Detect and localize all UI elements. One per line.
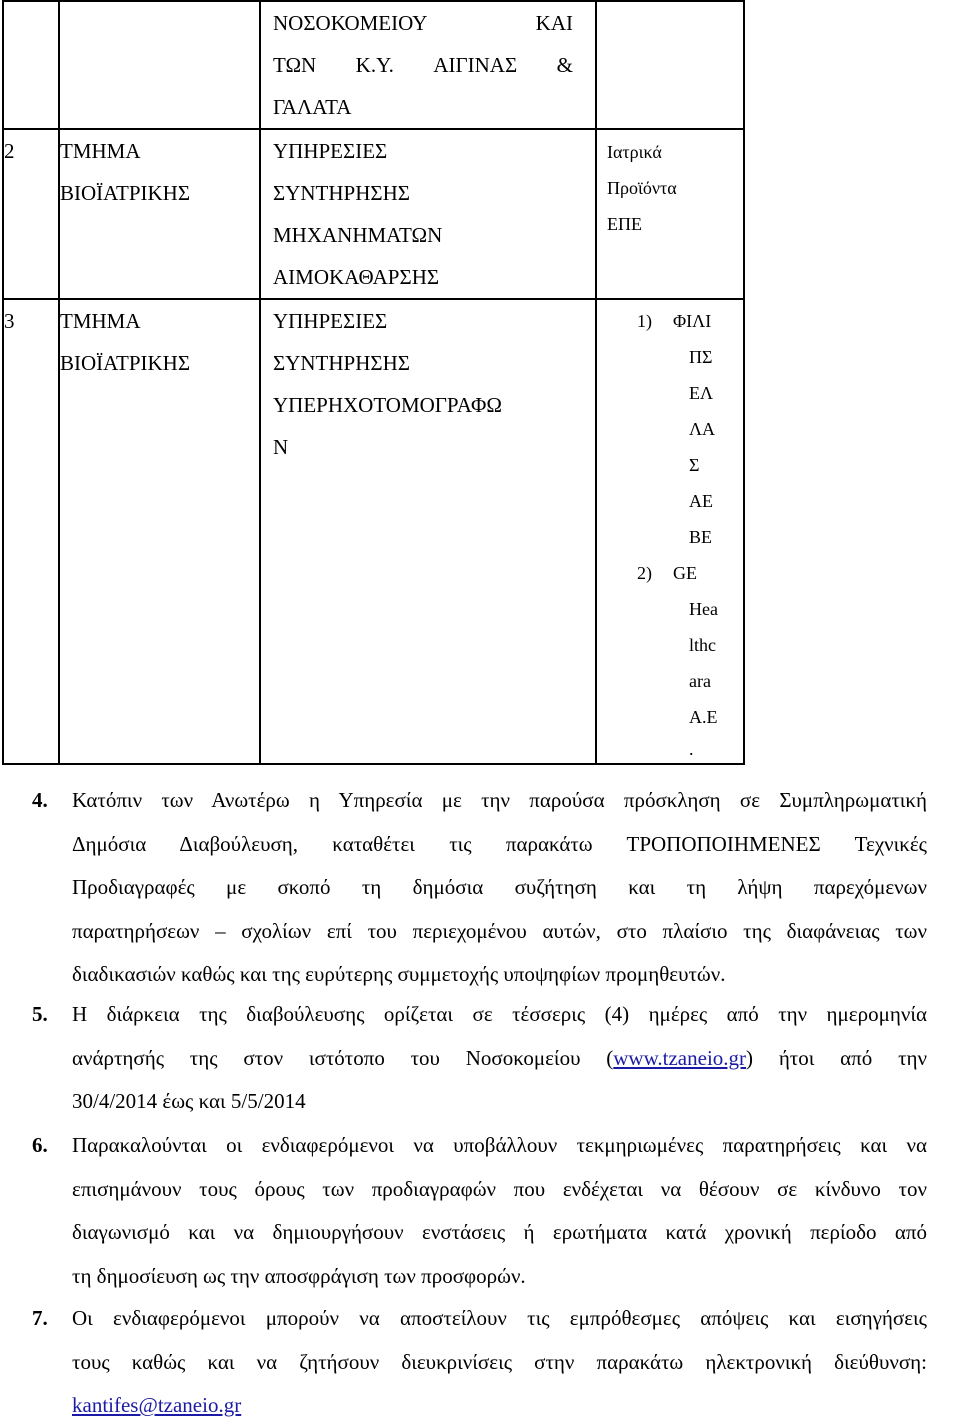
services-table: [2, 0, 745, 765]
product-index: 2): [637, 563, 652, 583]
hospital-line-3: ΓΑΛΑΤΑ: [273, 95, 352, 119]
row-number-cell: [3, 129, 59, 299]
product-line: ΑΕ: [689, 491, 713, 511]
service-line: ΑΙΜΟΚΑΘΑΡΣΗΣ: [273, 265, 440, 289]
hospital-word: ΚΑΙ: [535, 11, 573, 35]
paragraph-7: [32, 1297, 927, 1428]
paragraph-body: [32, 779, 927, 823]
department-cell: [59, 129, 260, 299]
service-cell: [260, 299, 596, 764]
row-number: 3: [4, 309, 15, 333]
email-link[interactable]: kantifes@tzaneio.gr: [72, 1393, 242, 1417]
paragraph-number: 7.: [32, 1306, 48, 1330]
product-line: Προϊόντα: [607, 178, 677, 198]
product-line: ΕΠΕ: [607, 214, 642, 234]
department-line: ΒΙΟΪΑΤΡΙΚΗΣ: [60, 351, 191, 375]
paragraph-line-with-link: [72, 1037, 927, 1081]
table-row: [3, 129, 744, 299]
paragraph-4: [32, 779, 927, 997]
service-line: ΥΠΕΡΗΧΟΤΟΜΟΓΡΑΦΩ: [273, 393, 502, 417]
paragraph-line: 30/4/2014 έως και 5/5/2014: [72, 1089, 306, 1113]
hospital-cell: [260, 1, 596, 129]
table-row-continued: [3, 1, 744, 129]
department-line: ΤΜΗΜΑ: [60, 309, 141, 333]
paragraph-6: [32, 1124, 927, 1298]
product-line: A.E: [689, 707, 718, 727]
product-line: .: [689, 739, 694, 759]
paragraph-number: 5.: [32, 1002, 48, 1026]
product-line: GE: [673, 563, 697, 583]
product-line: ΠΣ: [689, 347, 713, 367]
product-cell: [596, 129, 744, 299]
product-line: Hea: [689, 599, 718, 619]
product-list-cell: [596, 299, 744, 764]
product-index: 1): [637, 311, 652, 331]
hospital-word: ΑΙΓΙΝΑΣ: [433, 53, 518, 77]
paragraph-line: διαδικασιών καθώς και της ευρύτερης συμμετοχής υποψηφίων προμηθευτών.: [72, 962, 726, 986]
product-line: ΦΙΛΙ: [673, 311, 712, 331]
paragraph-5: [32, 993, 927, 1124]
service-line: ΣΥΝΤΗΡΗΣΗΣ: [273, 351, 411, 375]
paragraph-line: τη δημοσίευση ως την αποσφράγιση των προσφορών.: [72, 1263, 526, 1288]
paragraph-line: διαγωνισμό και να δημιουργήσουν ενστάσεις ή ερωτήματα κατά χρονική περίοδο από: [72, 1220, 927, 1244]
paragraph-body: [32, 1297, 927, 1341]
product-line: ΕΛ: [689, 383, 714, 403]
hospital-word: Κ.Υ.: [355, 53, 394, 77]
product-line: Ιατρικά: [607, 142, 662, 162]
paragraph-number: 6.: [32, 1133, 48, 1157]
service-cell: [260, 129, 596, 299]
department-line: ΤΜΗΜΑ: [60, 139, 141, 163]
paragraph-line: Δημόσια Διαβούλευση, καταθέτει τις παρακάτω ΤΡΟΠΟΠΟΙΗΜΕΝΕΣ Τεχνικές: [72, 831, 927, 856]
paragraph-line: Προδιαγραφές με σκοπό τη δημόσια συζήτηση και τη λήψη παρεχόμενων: [72, 875, 927, 899]
product-line: ara: [689, 671, 711, 691]
website-link[interactable]: www.tzaneio.gr: [613, 1045, 747, 1070]
paragraph-line: επισημάνουν τους όρους των προδιαγραφών που ενδέχεται να θέσουν σε κίνδυνο τον: [72, 1176, 927, 1201]
service-line: ΥΠΗΡΕΣΙΕΣ: [273, 139, 388, 163]
department-cell: [59, 299, 260, 764]
row-number-cell: [3, 299, 59, 764]
product-item-1: [597, 303, 743, 555]
paragraph-number: 4.: [32, 788, 48, 812]
product-line: lthc: [689, 635, 716, 655]
paragraph-body: [32, 1124, 927, 1168]
paragraph-text: ) ήτοι από την: [746, 1045, 927, 1070]
service-line: ΥΠΗΡΕΣΙΕΣ: [273, 309, 388, 333]
paragraph-line: Κατόπιν των Ανωτέρω η Υπηρεσία με την παρούσα πρόσκληση σε Συμπληρωματική: [72, 788, 927, 812]
hospital-line-2: [273, 44, 573, 86]
hospital-word: ΝΟΣΟΚΟΜΕΙΟΥ: [273, 11, 428, 35]
service-line: ΜΗΧΑΝΗΜΑΤΩΝ: [273, 223, 443, 247]
email-line: [72, 1384, 927, 1428]
paragraph-line: Οι ενδιαφερόμενοι μπορούν να αποστείλουν τις εμπρόθεσμες απόψεις και εισηγήσεις: [72, 1306, 927, 1330]
paragraph-line: παρατηρήσεων – σχολίων επί του περιεχομένου αυτών, στο πλαίσιο της διαφάνειας των: [72, 918, 927, 943]
paragraph-line: τους καθώς και να ζητήσουν διευκρινίσεις στην παρακάτω ηλεκτρονική διεύθυνση:: [72, 1349, 927, 1374]
hospital-word: &: [556, 53, 573, 77]
hospital-word: ΤΩΝ: [273, 53, 317, 77]
service-line: Ν: [273, 435, 289, 459]
service-line: ΣΥΝΤΗΡΗΣΗΣ: [273, 181, 411, 205]
dept-cell: [59, 1, 260, 129]
product-line: Σ: [689, 455, 700, 475]
product-line: ΛΑ: [689, 419, 716, 439]
table-row: [3, 299, 744, 764]
paragraph-text: ανάρτησής της στον ιστότοπο του Νοσοκομείου (: [72, 1045, 614, 1070]
row-number: 2: [4, 139, 15, 163]
hospital-line-1: [273, 2, 573, 44]
num-cell: [3, 1, 59, 129]
product-cell: [596, 1, 744, 129]
product-line: ΒΕ: [689, 527, 713, 547]
product-item-2: [597, 555, 743, 763]
paragraph-line: Παρακαλούνται οι ενδιαφερόμενοι να υποβάλλουν τεκμηριωμένες παρατηρήσεις και να: [72, 1133, 927, 1157]
paragraph-line: Η διάρκεια της διαβούλευσης ορίζεται σε τέσσερις (4) ημέρες από την ημερομηνία: [72, 1002, 927, 1026]
paragraph-body: [32, 993, 927, 1037]
department-line: ΒΙΟΪΑΤΡΙΚΗΣ: [60, 181, 191, 205]
services-table-wrapper: [2, 0, 745, 765]
